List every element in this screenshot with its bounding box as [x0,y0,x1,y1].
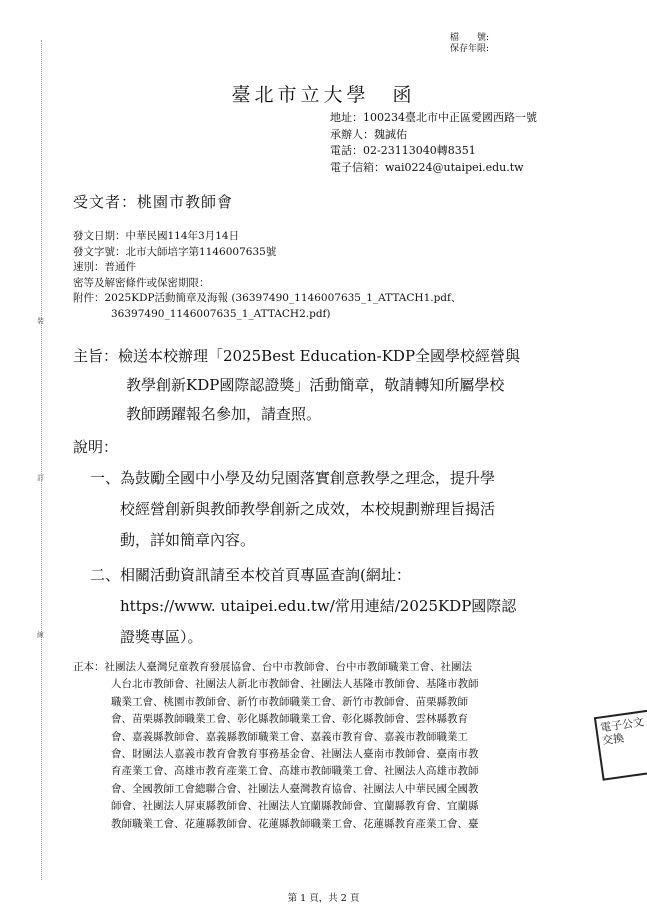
copies-line: 會、財團法人嘉義市教育會教育事務基金會、社團法人臺南市教師會、臺南市教 [111,748,479,761]
attachment-line-1: 附件：2025KDP活動簡章及海報 (36397490_1146007635_1_ATTACH1.pdf、 [73,292,462,304]
binding-char-ding: 訂 [37,474,44,482]
copies-line: 會、嘉義縣教師會、嘉義縣教師職業工會、嘉義市教育會、嘉義市教師職業工 [111,730,468,743]
copies-line: 人台北市教師會、社團法人新北市教師會、社團法人基隆市教師會、基隆市教師 [111,678,479,691]
copies-block [73,659,479,833]
electronic-exchange-stamp [594,709,647,780]
copies-line: 育產業工會、高雄市教育產業工會、高雄市教師職業工會、社團法人高雄市教師 [111,765,479,778]
sender-contact: 承辦人：魏誠佑 [330,127,407,141]
subject-line-1: 主旨：檢送本校辦理「2025Best Education-KDP全國學校經營與 [73,347,521,365]
classification: 密等及解密條件或保密期限： [73,276,210,289]
issue-date: 發文日期：中華民國114年3月14日 [73,230,240,242]
sender-block [330,110,537,176]
subject-block [73,342,520,429]
binding-char-xian: 線 [37,631,44,639]
item-url-text: https://www. utaipei.edu.tw/常用連結/2025KDP國際認 [120,597,517,615]
sender-phone: 電話：02-23113040轉8351 [330,144,476,157]
item-text: 為鼓勵全國中小學及幼兒園落實創意教學之理念，提升學 [120,469,496,487]
attachment-line-2: 36397490_1146007635_1_ATTACH2.pdf) [111,307,331,320]
sender-address: 地址：100234臺北市中正區愛國西路一號 [330,111,537,124]
document-meta [73,229,461,322]
document-title: 臺北市立大學 函 [231,84,416,106]
copies-line: 會、全國教師工會總聯合會、社團法人臺灣教育協會、社團法人中華民國全國教 [111,782,479,795]
subject-line-2: 教學創新KDP國際認證獎」活動簡章，敬請轉知所屬學校 [126,376,505,394]
item-text: 校經營創新與教師教學創新之成效，本校規劃辦理旨揭活 [120,500,496,518]
item-text: 相關活動資訊請至本校首頁專區查詢(網址： [120,566,411,584]
item-number: 二、 [90,566,121,584]
page-footer: 第 1 頁，共 2 頁 [287,893,360,904]
explanation-item-1 [90,463,495,556]
stamp-text: 電子公文交換 [599,715,645,748]
explanation-label: 說明： [73,438,119,456]
recipient: 受文者：桃園市教師會 [73,193,234,211]
document-number: 發文字號：北市大師培字第1146007635號 [73,245,277,258]
file-number-label: 檔 號: [450,33,490,43]
explanation-item-2 [90,560,516,653]
binding-char-zhuang: 裝 [37,317,44,325]
subject-line-3: 教師踴躍報名參加，請查照。 [126,405,322,423]
item-number: 一、 [90,469,121,487]
copies-line: 正本：社團法人臺灣兒童教育發展協會、台中市教師會、台中市教師職業工會、社團法 [73,661,472,673]
copies-line: 師會、社團法人屏東縣教師會、社團法人宜蘭縣教師會、宜蘭縣教育會、宜蘭縣 [111,800,479,813]
binding-margin-line [41,40,42,880]
retention-label: 保存年限: [450,44,490,54]
item-text: 證獎專區）。 [120,628,203,646]
copies-line: 職業工會、桃園市教師會、新竹市教師職業工會、新竹市教師會、苗栗縣教師 [111,695,468,708]
item-text: 動，詳如簡章內容。 [120,531,256,549]
sender-email: 電子信箱：wai0224@utaipei.edu.tw [330,160,524,174]
copies-line: 會、苗栗縣教師職業工會、彰化縣教師職業工會、彰化縣教師會、雲林縣教育 [111,713,468,726]
speed-class: 速別：普通件 [73,261,136,273]
copies-line: 教師職業工會、花蓮縣教師會、花蓮縣教師職業工會、花蓮縣教育產業工會、臺 [111,817,479,830]
